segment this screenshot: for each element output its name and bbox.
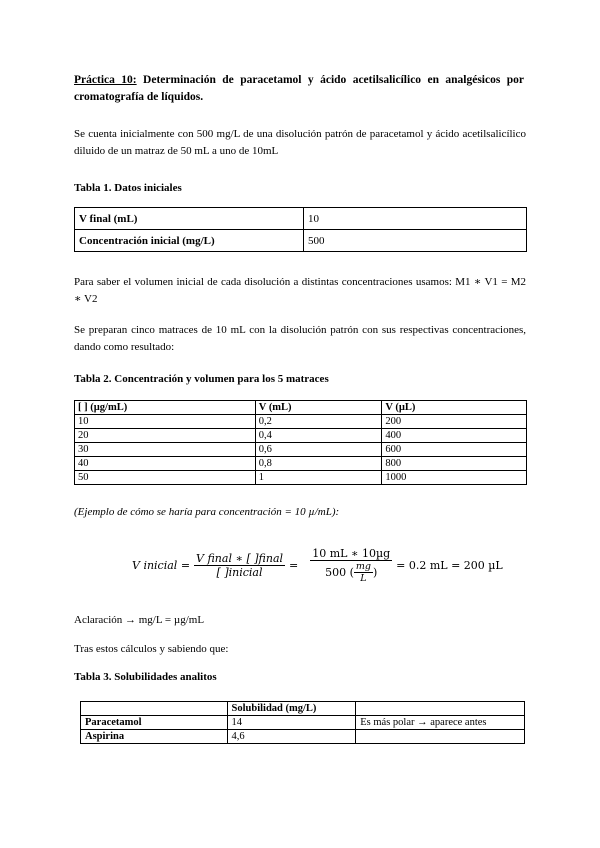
table-cell: 800 <box>382 457 527 471</box>
table-cell: 200 <box>382 415 527 429</box>
table-cell: 0,8 <box>255 457 382 471</box>
preparation-paragraph: Se preparan cinco matraces de 10 mL con la disolución patrón con sus respectivas concentraciones, dando como resultado: <box>74 324 526 353</box>
column-header-empty <box>81 702 228 716</box>
fraction-denominator <box>323 561 379 584</box>
table3-caption: Tabla 3. Solubilidades analitos <box>74 671 217 683</box>
table-cell: 10 <box>75 415 256 429</box>
after-calculation-text: Tras estos cálculos y sabiendo que: <box>74 643 229 655</box>
table-row <box>75 230 527 252</box>
equation-fraction-1 <box>194 552 285 579</box>
document-title <box>74 72 524 106</box>
table-cell: 50 <box>75 471 256 485</box>
table-row <box>75 471 527 485</box>
solubility-table <box>80 701 525 744</box>
table1-caption: Tabla 1. Datos iniciales <box>74 182 182 194</box>
table-row <box>81 716 525 730</box>
table-cell: 1000 <box>382 471 527 485</box>
calculation-equation <box>132 540 503 590</box>
table-row <box>75 415 527 429</box>
solubility-value: 14 <box>227 716 356 730</box>
table2-caption: Tabla 2. Concentración y volumen para los 5 matraces <box>74 373 329 385</box>
table-cell: 30 <box>75 443 256 457</box>
column-header: V (mL) <box>255 401 382 415</box>
analyte-name: Aspirina <box>81 730 228 744</box>
example-note: (Ejemplo de cómo se haría para concentración = 10 µ/mL): <box>74 506 340 518</box>
table-cell: 40 <box>75 457 256 471</box>
table-cell: 0,6 <box>255 443 382 457</box>
table-cell-value: 10 <box>304 208 527 230</box>
table-cell-key: Concentración inicial (mg/L) <box>75 230 304 252</box>
equation-result: = 0.2 mL = 200 µL <box>396 558 503 572</box>
clarification-note: Aclaración → mg/L = µg/mL <box>74 614 205 626</box>
solubility-value: 4,6 <box>227 730 356 744</box>
analyte-note <box>356 730 525 744</box>
table-cell: 600 <box>382 443 527 457</box>
volume-paragraph: Para saber el volumen inicial de cada disolución a distintas concentraciones usamos: M1 ∗ V1 = M2 ∗ V2 <box>74 276 526 305</box>
title-label: Práctica 10: <box>74 74 137 86</box>
fraction-numerator: 10 mL ∗ 10µg <box>312 546 391 560</box>
initial-data-table <box>74 207 527 252</box>
table-cell: 0,2 <box>255 415 382 429</box>
table-header-row <box>75 401 527 415</box>
analyte-note: Es más polar → aparece antes <box>356 716 525 730</box>
table-row <box>75 457 527 471</box>
table-row <box>75 429 527 443</box>
unit-denominator: L <box>360 572 367 584</box>
analyte-name: Paracetamol <box>81 716 228 730</box>
table-cell-key: V final (mL) <box>75 208 304 230</box>
title-text: Determinación de paracetamol y ácido acetilsalicílico en analgésicos por cromatografía de líquidos. <box>74 74 524 103</box>
column-header: V (µL) <box>382 401 527 415</box>
fraction-numerator: V final ∗ [ ]final <box>196 551 284 565</box>
equation-lhs: V inicial = <box>132 558 191 572</box>
equation-fraction-2 <box>310 547 392 584</box>
table-cell-value: 500 <box>304 230 527 252</box>
table-header-row <box>81 702 525 716</box>
table-cell: 400 <box>382 429 527 443</box>
table-row <box>75 208 527 230</box>
unit-numerator: mg <box>355 560 371 572</box>
table-cell: 20 <box>75 429 256 443</box>
fraction-denominator: [ ]inicial <box>216 565 263 579</box>
concentration-volume-table <box>74 400 527 485</box>
equation-equals: = <box>289 558 299 572</box>
column-header: Solubilidad (mg/L) <box>227 702 356 716</box>
table-row <box>75 443 527 457</box>
intro-paragraph: Se cuenta inicialmente con 500 mg/L de una disolución patrón de paracetamol y ácido acetilsalicílico diluido de un matraz de 50 mL a uno de 10mL <box>74 128 526 157</box>
column-header: [ ] (µg/mL) <box>75 401 256 415</box>
denominator-prefix: 500 ( <box>325 565 354 579</box>
table-cell: 1 <box>255 471 382 485</box>
table-cell: 0,4 <box>255 429 382 443</box>
unit-fraction <box>354 561 373 584</box>
denominator-suffix: ) <box>372 565 378 579</box>
column-header-empty <box>356 702 525 716</box>
table-row <box>81 730 525 744</box>
